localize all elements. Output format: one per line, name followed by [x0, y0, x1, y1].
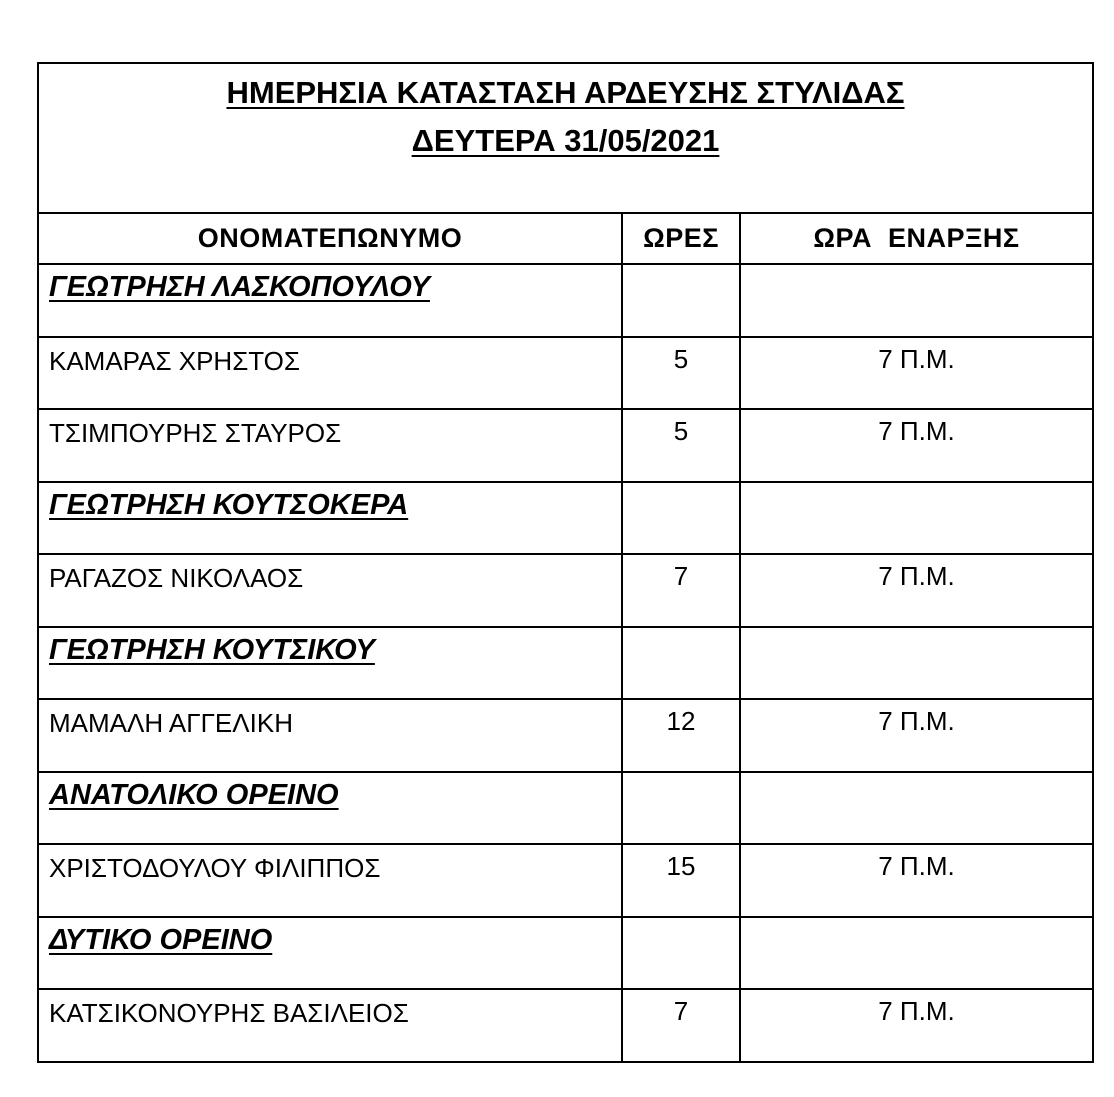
name-cell: [38, 699, 622, 772]
person-name: ΚΑΤΣΙΚΟΝΟΥΡΗΣ ΒΑΣΙΛΕΙΟΣ: [49, 998, 409, 1028]
hours-cell: 5: [622, 337, 740, 410]
header-start-time: ΩΡΑ ΕΝΑΡΞΗΣ: [740, 213, 1093, 264]
person-name: ΜΑΜΑΛΗ ΑΓΓΕΛΙΚΗ: [49, 708, 293, 738]
table-row: [38, 699, 1093, 772]
start-time-cell: 7 Π.Μ.: [740, 337, 1093, 410]
table-row: [38, 554, 1093, 627]
start-time-cell: 7 Π.Μ.: [740, 989, 1093, 1062]
table-row: [38, 844, 1093, 917]
irrigation-table: [37, 62, 1094, 1063]
person-name: ΡΑΓΑΖΟΣ ΝΙΚΟΛΑΟΣ: [49, 563, 304, 593]
section-row: [38, 264, 1093, 337]
start-time-cell: [740, 772, 1093, 845]
person-name: ΤΣΙΜΠΟΥΡΗΣ ΣΤΑΥΡΟΣ: [49, 418, 342, 448]
name-cell: [38, 627, 622, 700]
name-cell: [38, 409, 622, 482]
header-name: ΟΝΟΜΑΤΕΠΩΝΥΜΟ: [38, 213, 622, 264]
name-cell: [38, 844, 622, 917]
hours-cell: [622, 482, 740, 555]
name-cell: [38, 772, 622, 845]
section-name: ΓΕΩΤΡΗΣΗ ΛΑΣΚΟΠΟΥΛΟΥ: [49, 271, 430, 303]
hours-cell: 7: [622, 989, 740, 1062]
name-cell: [38, 482, 622, 555]
start-time-cell: 7 Π.Μ.: [740, 699, 1093, 772]
hours-cell: [622, 264, 740, 337]
section-name: ΓΕΩΤΡΗΣΗ ΚΟΥΤΣΙΚΟΥ: [49, 633, 375, 666]
start-time-cell: [740, 627, 1093, 700]
name-cell: [38, 917, 622, 990]
section-row: [38, 482, 1093, 555]
title-cell: [38, 63, 1093, 213]
document-date: ΔΕΥΤΕΡΑ 31/05/2021: [411, 123, 720, 158]
document-title: ΗΜΕΡΗΣΙΑ ΚΑΤΑΣΤΑΣΗ ΑΡΔΕΥΣΗΣ ΣΤΥΛΙΔΑΣ: [226, 75, 905, 110]
section-name: ΓΕΩΤΡΗΣΗ ΚΟΥΤΣΟΚΕΡΑ: [49, 488, 409, 521]
hours-cell: 15: [622, 844, 740, 917]
section-row: [38, 772, 1093, 845]
hours-cell: 12: [622, 699, 740, 772]
section-row: [38, 627, 1093, 700]
title-row: [38, 63, 1093, 213]
section-name: ΔΥΤΙΚΟ ΟΡΕΙΝΟ: [49, 923, 273, 956]
table-row: [38, 409, 1093, 482]
start-time-cell: [740, 264, 1093, 337]
person-name: ΧΡΙΣΤΟΔΟΥΛΟΥ ΦΙΛΙΠΠΟΣ: [49, 853, 381, 883]
name-cell: [38, 554, 622, 627]
hours-cell: 7: [622, 554, 740, 627]
hours-cell: [622, 772, 740, 845]
hours-cell: [622, 917, 740, 990]
header-row: [38, 213, 1093, 264]
hours-cell: 5: [622, 409, 740, 482]
start-time-cell: [740, 917, 1093, 990]
start-time-cell: 7 Π.Μ.: [740, 554, 1093, 627]
hours-cell: [622, 627, 740, 700]
start-time-cell: 7 Π.Μ.: [740, 409, 1093, 482]
table-row: [38, 989, 1093, 1062]
table-row: [38, 337, 1093, 410]
start-time-cell: 7 Π.Μ.: [740, 844, 1093, 917]
name-cell: [38, 337, 622, 410]
section-row: [38, 917, 1093, 990]
person-name: ΚΑΜΑΡΑΣ ΧΡΗΣΤΟΣ: [49, 345, 300, 376]
start-time-cell: [740, 482, 1093, 555]
name-cell: [38, 989, 622, 1062]
section-name: ΑΝΑΤΟΛΙΚΟ ΟΡΕΙΝΟ: [49, 778, 339, 811]
irrigation-schedule-sheet: [37, 62, 1092, 1063]
name-cell: [38, 264, 622, 337]
header-hours: ΩΡΕΣ: [622, 213, 740, 264]
